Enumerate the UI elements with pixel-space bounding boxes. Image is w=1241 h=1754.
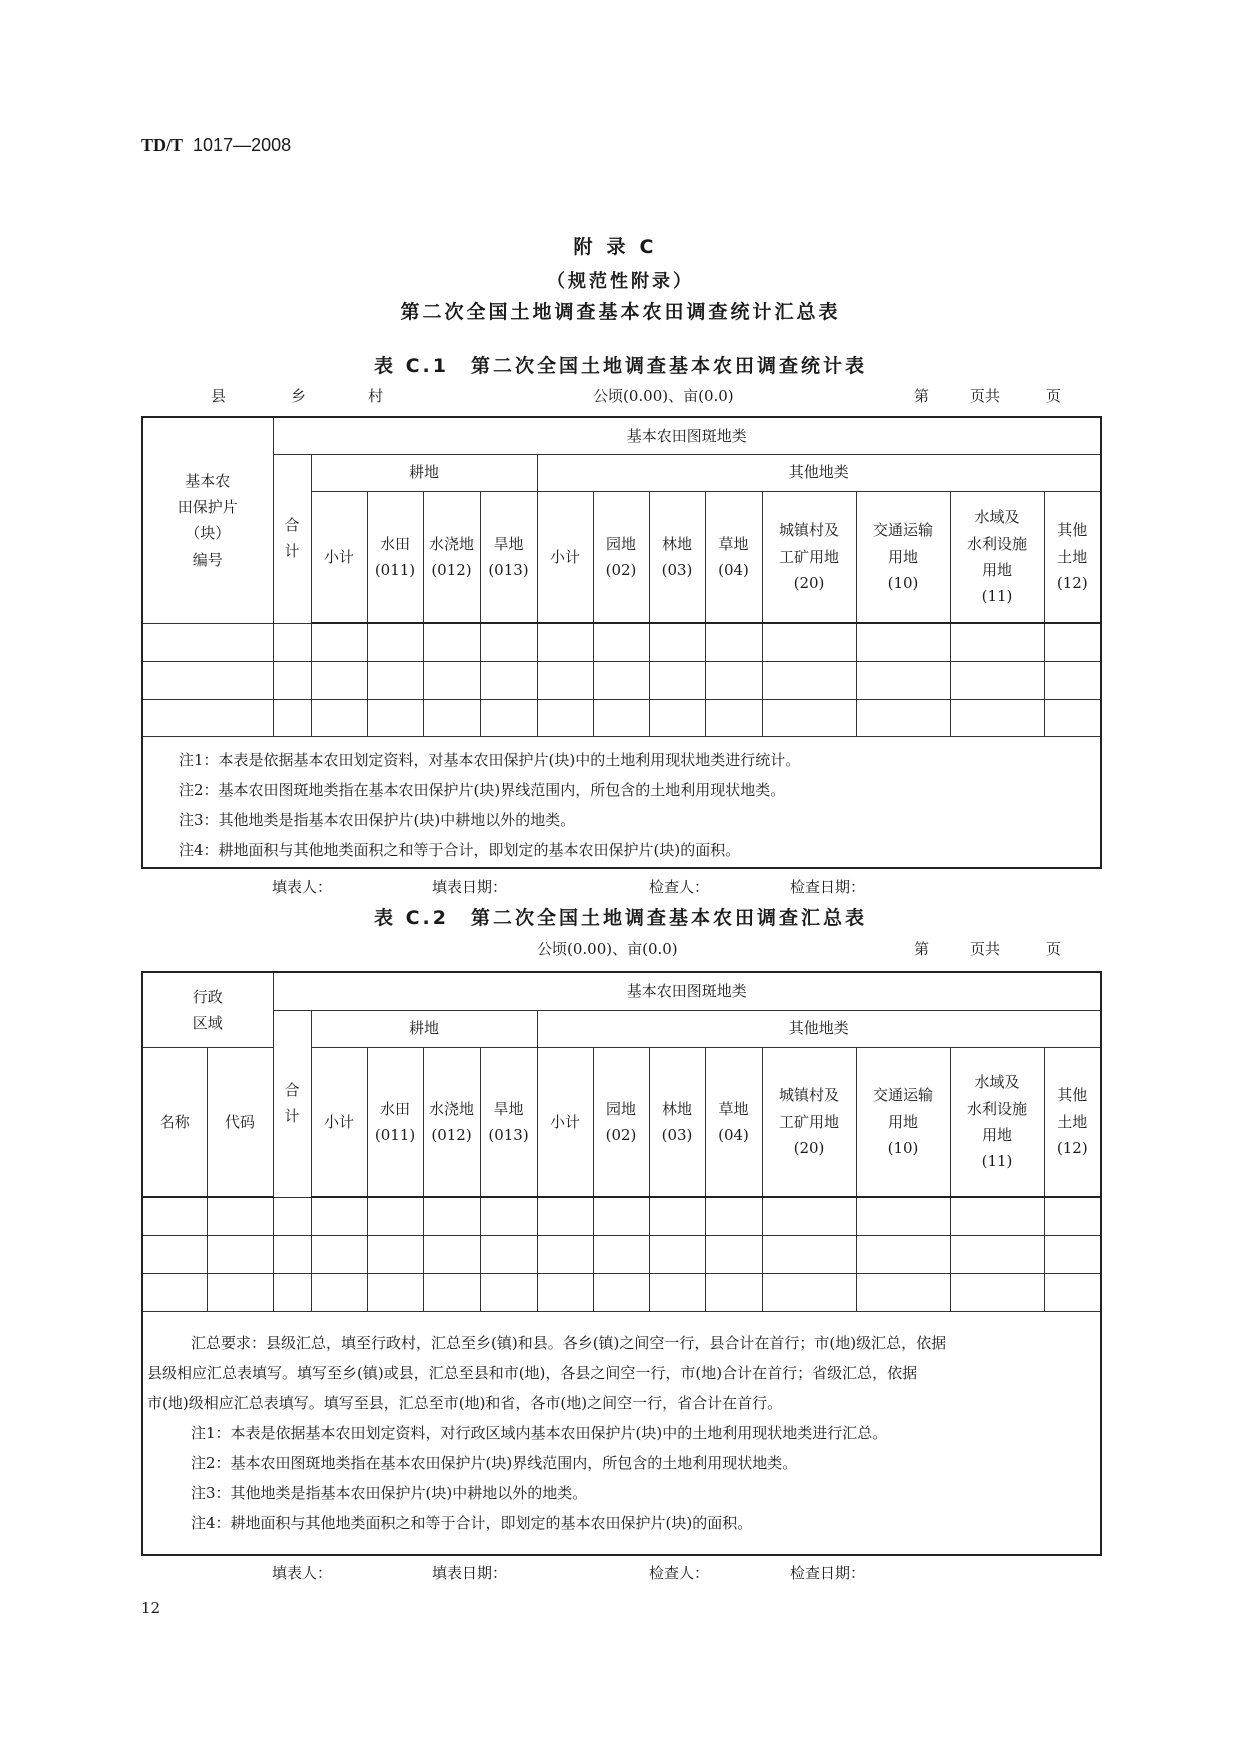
summary-line: 县级相应汇总表填写。填写至乡(镇)或县，汇总至县和市(地)，各县之间空一行，市(地)合计在首行；省级汇总，依据: [147, 1363, 918, 1382]
table-cell[interactable]: [480, 699, 537, 736]
col-cultivated: 耕地: [311, 454, 537, 491]
table-cell[interactable]: [950, 1235, 1044, 1273]
col-forest: 林地 (03): [649, 491, 705, 623]
col-other-land: 其他 土地 (12): [1044, 1047, 1101, 1197]
table-cell[interactable]: [762, 1235, 856, 1273]
table-cell[interactable]: [856, 661, 950, 699]
col-urban: 城镇村及 工矿用地 (20): [762, 491, 856, 623]
table-cell[interactable]: [649, 1235, 705, 1273]
table-cell[interactable]: [705, 699, 762, 736]
fill-date-label: 填表日期：: [432, 878, 508, 896]
col-subtotal: 小计: [311, 491, 367, 623]
col-land-class: 基本农田图斑地类: [273, 417, 1101, 454]
table-cell[interactable]: [762, 623, 856, 661]
table-cell[interactable]: [142, 661, 273, 699]
table-cell[interactable]: [950, 661, 1044, 699]
table-cell[interactable]: [762, 661, 856, 699]
units-label: 公顷(0.00)、亩(0.0): [593, 387, 734, 405]
table-cell[interactable]: [423, 699, 480, 736]
table-cell[interactable]: [142, 1197, 207, 1235]
table-cell[interactable]: [142, 623, 273, 661]
note: 注4：耕地面积与其他地类面积之和等于合计，即划定的基本农田保护片(块)的面积。: [191, 1513, 753, 1532]
col-code: 代码: [207, 1047, 273, 1197]
col-block-id: 基本农 田保护片 （块） 编号: [142, 417, 273, 623]
table-cell[interactable]: [207, 1197, 273, 1235]
col-land-class: 基本农田图斑地类: [273, 972, 1101, 1010]
col-irrigated: 水浇地 (012): [423, 1047, 480, 1197]
appendix-title: 附录C: [573, 236, 668, 258]
table-cell[interactable]: [649, 623, 705, 661]
col-grass: 草地 (04): [705, 491, 762, 623]
table1-notes: [142, 736, 1101, 868]
col-dry: 旱地 (013): [480, 1047, 537, 1197]
table-cell[interactable]: [950, 623, 1044, 661]
table2-title: 表 C.2 第二次全国土地调查基本农田调查汇总表: [374, 907, 867, 929]
col-forest: 林地 (03): [649, 1047, 705, 1197]
note: 注1：本表是依据基本农田划定资料，对行政区域内基本农田保护片(块)中的土地利用现状地类进行汇总。: [191, 1423, 888, 1442]
table-cell[interactable]: [593, 1197, 649, 1235]
col-region: 行政 区域: [142, 972, 273, 1047]
note: 注3：其他地类是指基本农田保护片(块)中耕地以外的地类。: [191, 1483, 588, 1502]
table-cell[interactable]: [950, 699, 1044, 736]
table-cell[interactable]: [207, 1273, 273, 1311]
col-water: 水域及 水利设施 用地 (11): [950, 1047, 1044, 1197]
table-row: [142, 1235, 1101, 1273]
table-cell[interactable]: [705, 1197, 762, 1235]
note: 注2：基本农田图斑地类指在基本农田保护片(块)界线范围内，所包含的土地利用现状地类。: [179, 780, 786, 799]
county-label: 县: [211, 387, 227, 405]
table-cell[interactable]: [367, 623, 423, 661]
table-cell[interactable]: [207, 1235, 273, 1273]
check-date-label-2: 检查日期：: [790, 1564, 866, 1582]
table-cell[interactable]: [705, 1235, 762, 1273]
table-cell[interactable]: [480, 623, 537, 661]
col-cultivated: 耕地: [311, 1010, 537, 1047]
table-cell[interactable]: [480, 661, 537, 699]
col-garden: 园地 (02): [593, 491, 649, 623]
col-water: 水域及 水利设施 用地 (11): [950, 491, 1044, 623]
col-irrigated: 水浇地 (012): [423, 491, 480, 623]
table-c2: [141, 971, 1102, 1556]
col-subtotal: 小计: [311, 1047, 367, 1197]
appendix-type: （规范性附录）: [547, 271, 694, 292]
appendix-subject: 第二次全国土地调查基本农田调查统计汇总表: [400, 301, 841, 323]
table-cell[interactable]: [856, 1273, 950, 1311]
table-cell[interactable]: [423, 1235, 480, 1273]
table-cell[interactable]: [1044, 1197, 1101, 1235]
table-cell[interactable]: [142, 1235, 207, 1273]
table-cell[interactable]: [367, 1273, 423, 1311]
village-label: 村: [368, 387, 384, 405]
table-cell[interactable]: [367, 1235, 423, 1273]
table-cell[interactable]: [1044, 1273, 1101, 1311]
table-cell[interactable]: [367, 661, 423, 699]
filler-label: 填表人：: [272, 878, 333, 896]
page-ye-gong-2: 页共: [970, 940, 1001, 958]
table-cell[interactable]: [311, 661, 367, 699]
table-cell[interactable]: [1044, 661, 1101, 699]
page-number: 12: [141, 1599, 161, 1617]
table-cell[interactable]: [423, 661, 480, 699]
table-cell[interactable]: [950, 1197, 1044, 1235]
table-cell[interactable]: [273, 1235, 311, 1273]
col-total: 合计: [273, 1010, 311, 1197]
page-di-2: 第: [914, 940, 930, 958]
table-cell[interactable]: [1044, 1235, 1101, 1273]
table1-title: 表 C.1 第二次全国土地调查基本农田调查统计表: [374, 355, 867, 377]
table-cell[interactable]: [423, 623, 480, 661]
check-date-label: 检查日期：: [790, 878, 866, 896]
note: 注3：其他地类是指基本农田保护片(块)中耕地以外的地类。: [179, 810, 576, 829]
note: 注1：本表是依据基本农田划定资料，对基本农田保护片(块)中的土地利用现状地类进行统计。: [179, 750, 801, 769]
table-cell[interactable]: [1044, 623, 1101, 661]
table-cell[interactable]: [649, 661, 705, 699]
table-cell[interactable]: [537, 699, 593, 736]
table-cell[interactable]: [705, 1273, 762, 1311]
col-paddy: 水田 (011): [367, 1047, 423, 1197]
table-row: [142, 661, 1101, 699]
table-cell[interactable]: [649, 699, 705, 736]
page-ye: 页: [1046, 387, 1062, 405]
table-row: [142, 1197, 1101, 1235]
table-row: [142, 1273, 1101, 1311]
table-c1: [141, 416, 1102, 869]
note: 注4：耕地面积与其他地类面积之和等于合计，即划定的基本农田保护片(块)的面积。: [179, 840, 741, 859]
table-cell[interactable]: [649, 1197, 705, 1235]
checker-label-2: 检查人：: [649, 1564, 710, 1582]
units-label-2: 公顷(0.00)、亩(0.0): [537, 940, 678, 958]
table-cell[interactable]: [593, 661, 649, 699]
col-paddy: 水田 (011): [367, 491, 423, 623]
table-cell[interactable]: [273, 1273, 311, 1311]
table-cell[interactable]: [480, 1197, 537, 1235]
table-cell[interactable]: [856, 699, 950, 736]
table-cell[interactable]: [856, 1235, 950, 1273]
page-ye-2: 页: [1046, 940, 1062, 958]
table-cell[interactable]: [423, 1273, 480, 1311]
table-cell[interactable]: [311, 623, 367, 661]
table-cell[interactable]: [142, 1273, 207, 1311]
col-other: 其他地类: [537, 1010, 1101, 1047]
table-cell[interactable]: [762, 1273, 856, 1311]
table-cell[interactable]: [537, 1235, 593, 1273]
table-cell[interactable]: [311, 1235, 367, 1273]
page-ye-gong: 页共: [970, 387, 1001, 405]
table-row: [142, 623, 1101, 661]
township-label: 乡: [291, 387, 307, 405]
table-cell[interactable]: [856, 623, 950, 661]
table-cell[interactable]: [273, 699, 311, 736]
col-urban: 城镇村及 工矿用地 (20): [762, 1047, 856, 1197]
table-cell[interactable]: [273, 623, 311, 661]
checker-label: 检查人：: [649, 878, 710, 896]
code-prefix: TD/T: [141, 135, 184, 155]
col-dry: 旱地 (013): [480, 491, 537, 623]
table-cell[interactable]: [367, 699, 423, 736]
table-cell[interactable]: [537, 1197, 593, 1235]
table-cell[interactable]: [762, 699, 856, 736]
table-cell[interactable]: [480, 1273, 537, 1311]
table-cell[interactable]: [537, 661, 593, 699]
page-di: 第: [914, 387, 930, 405]
table-cell[interactable]: [593, 699, 649, 736]
table-cell[interactable]: [762, 1197, 856, 1235]
summary-line: 汇总要求：县级汇总，填至行政村，汇总至乡(镇)和县。各乡(镇)之间空一行，县合计在首行；市(地)级汇总，依据: [191, 1333, 947, 1352]
table-cell[interactable]: [856, 1197, 950, 1235]
col-garden: 园地 (02): [593, 1047, 649, 1197]
table-cell[interactable]: [950, 1273, 1044, 1311]
col-subtotal-other: 小计: [537, 1047, 593, 1197]
table-cell[interactable]: [649, 1273, 705, 1311]
filler-label-2: 填表人：: [272, 1564, 333, 1582]
col-name: 名称: [142, 1047, 207, 1197]
table-cell[interactable]: [705, 661, 762, 699]
table-cell[interactable]: [1044, 699, 1101, 736]
table2-notes: [142, 1311, 1101, 1555]
table-cell[interactable]: [311, 1273, 367, 1311]
table-cell[interactable]: [142, 699, 273, 736]
col-subtotal-other: 小计: [537, 491, 593, 623]
table-cell[interactable]: [311, 699, 367, 736]
table-cell[interactable]: [705, 623, 762, 661]
col-other: 其他地类: [537, 454, 1101, 491]
table-cell[interactable]: [273, 1197, 311, 1235]
table-cell[interactable]: [480, 1235, 537, 1273]
table-cell[interactable]: [311, 1197, 367, 1235]
standard-code: [141, 136, 291, 154]
table-cell[interactable]: [423, 1197, 480, 1235]
table-cell[interactable]: [367, 1197, 423, 1235]
col-total: 合计: [273, 454, 311, 623]
code-number: 1017—2008: [193, 135, 292, 155]
table-cell[interactable]: [593, 1235, 649, 1273]
table-cell[interactable]: [273, 661, 311, 699]
note: 注2：基本农田图斑地类指在基本农田保护片(块)界线范围内，所包含的土地利用现状地类。: [191, 1453, 798, 1472]
table-row: [142, 699, 1101, 736]
summary-line: 市(地)级相应汇总表填写。填写至县，汇总至市(地)和省，各市(地)之间空一行，省合计在首行。: [147, 1393, 783, 1412]
col-grass: 草地 (04): [705, 1047, 762, 1197]
table-cell[interactable]: [537, 623, 593, 661]
col-other-land: 其他 土地 (12): [1044, 491, 1101, 623]
col-transport: 交通运输 用地 (10): [856, 491, 950, 623]
col-transport: 交通运输 用地 (10): [856, 1047, 950, 1197]
table-cell[interactable]: [593, 623, 649, 661]
table-cell[interactable]: [537, 1273, 593, 1311]
table-cell[interactable]: [593, 1273, 649, 1311]
fill-date-label-2: 填表日期：: [432, 1564, 508, 1582]
